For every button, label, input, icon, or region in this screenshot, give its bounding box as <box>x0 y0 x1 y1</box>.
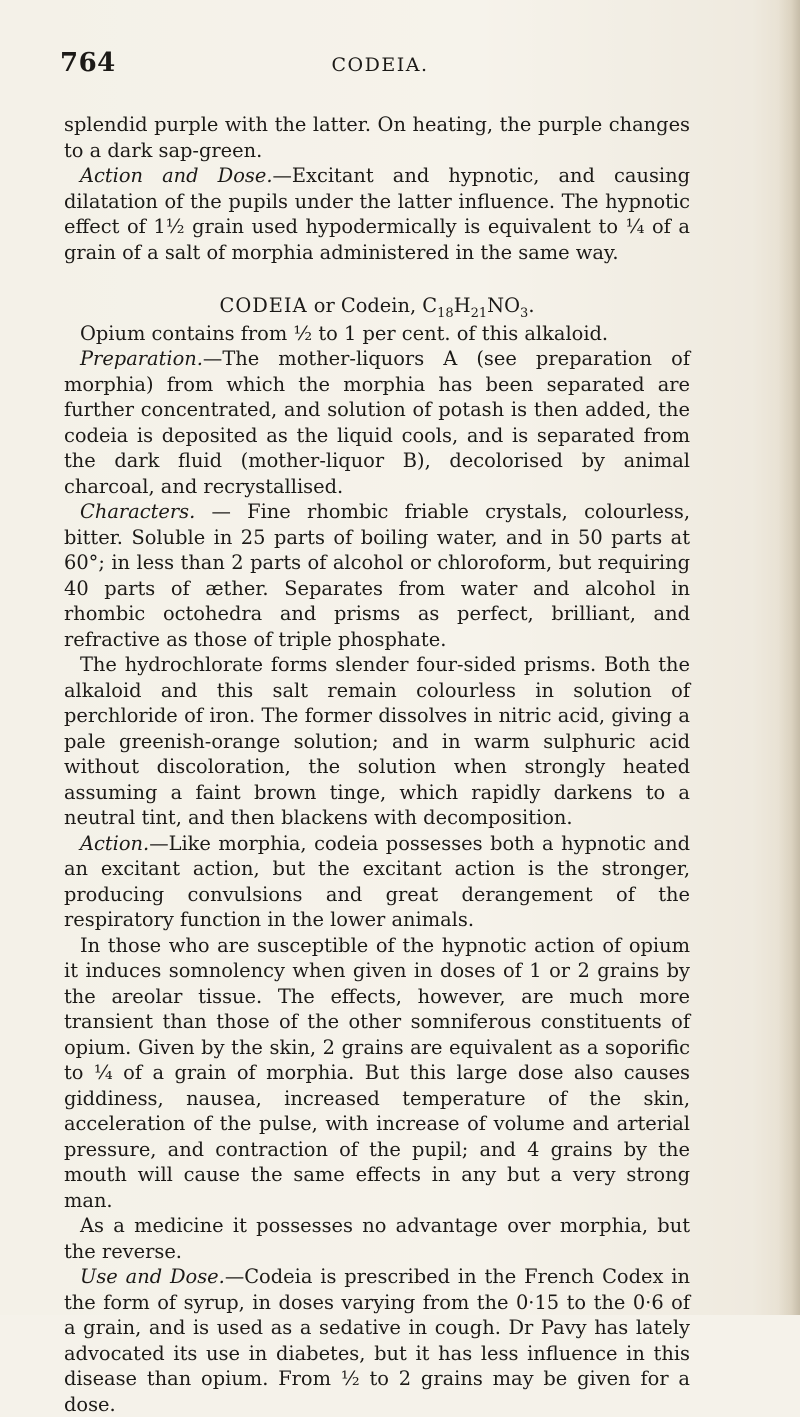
characters-label: Characters. <box>80 500 196 523</box>
action-text: —Like morphia, codeia possesses both a hypnotic and an excitant action, but the excitant action is the stronger, producing convulsions and great derangement of the respiratory function in the lower animals. <box>64 831 690 931</box>
section-title-rest: or Codein, <box>307 294 423 317</box>
use-dose-label: Use and Dose. <box>80 1265 225 1288</box>
intro-paragraph: splendid purple with the latter. On heating, the purple changes to a dark sap-green. <box>64 113 690 162</box>
action-label: Action. <box>80 831 150 855</box>
page-header <box>60 44 700 80</box>
section-title-name: CODEIA <box>219 294 308 317</box>
chemical-formula: $C_{18}H_{21}NO_3$. <box>422 294 535 321</box>
characters-paragraph <box>64 499 690 652</box>
medicine-paragraph: As a medicine it possesses no advantage over morphia, but the reverse. <box>64 1214 690 1263</box>
page-edge-shadow <box>778 0 800 1315</box>
preparation-paragraph <box>64 346 690 499</box>
section-title <box>64 293 690 319</box>
preparation-label: Preparation. <box>80 347 203 370</box>
preparation-text: —The mother-liquors A (see preparation of morphia) from which the morphia has been separated are further concentrated, and solution of potash is then added, the codeia is deposited as the liquid cools, and is separated from the dark fluid (mother-liquor B), decolorised by animal charcoal, and recrystallised. <box>64 347 690 498</box>
susceptible-paragraph: In those who are susceptible of the hypnotic action of opium it induces somnolency when given in doses of 1 or 2 grains by the areolar tissue. The effects, however, are much more transient than those of the other somniferous constituents of opium. Given by the skin, 2 grains are equivalent as a soporific to ¼ of a grain of morphia. But this large dose also causes giddiness, nausea, increased temperature of the skin, acceleration of the pulse, with increase of volume and arterial pressure, and contraction of the pupil; and 4 grains by the mouth will cause the same effects in any but a very strong man. <box>64 933 690 1212</box>
page-number: 764 <box>60 48 116 78</box>
characters-text: — Fine rhombic friable crystals, colourless, bitter. Soluble in 25 parts of boiling water, and in 50 parts at 60°; in less than 2 parts of alcohol or chloroform, but requiring 40 parts of æther. Separates from water and alcohol in rhombic octohedra and prisms as perfect, brilliant, and refractive as those of triple phosphate. <box>64 500 690 651</box>
action-dose-label: Action and Dose. <box>80 164 273 187</box>
action-paragraph <box>64 831 690 933</box>
use-dose-text: —Codeia is prescribed in the French Codex in the form of syrup, in doses varying from the 0·15 to the 0·6 of a grain, and is used as a sedative in cough. Dr Pavy has lately advocated its use in diabetes, but it has less influence in this disease than opium. From ½ to 2 grains may be given for a dose. <box>64 1265 690 1416</box>
hydrochlorate-paragraph: The hydrochlorate forms slender four-sided prisms. Both the alkaloid and this salt remain colourless in solution of perchloride of iron. The former dissolves in nitric acid, giving a pale greenish-orange solution; and in warm sulphuric acid without discoloration, the solution when strongly heated assuming a faint brown tinge, which rapidly darkens to a neutral tint, and then blackens with decomposition. <box>64 653 690 829</box>
running-head: CODEIA. <box>331 54 429 76</box>
opening-paragraph: Opium contains from ½ to 1 per cent. of this alkaloid. <box>80 321 609 345</box>
action-dose-text: —Excitant and hypnotic, and causing dilatation of the pupils under the latter influence. The hypnotic effect of 1½ grain used hypodermically is equivalent to ¼ of a grain of a salt of morphia administered in the same way. <box>64 164 690 264</box>
page-body <box>64 112 690 1417</box>
use-dose-paragraph <box>64 1264 690 1417</box>
action-dose-paragraph <box>64 163 690 265</box>
